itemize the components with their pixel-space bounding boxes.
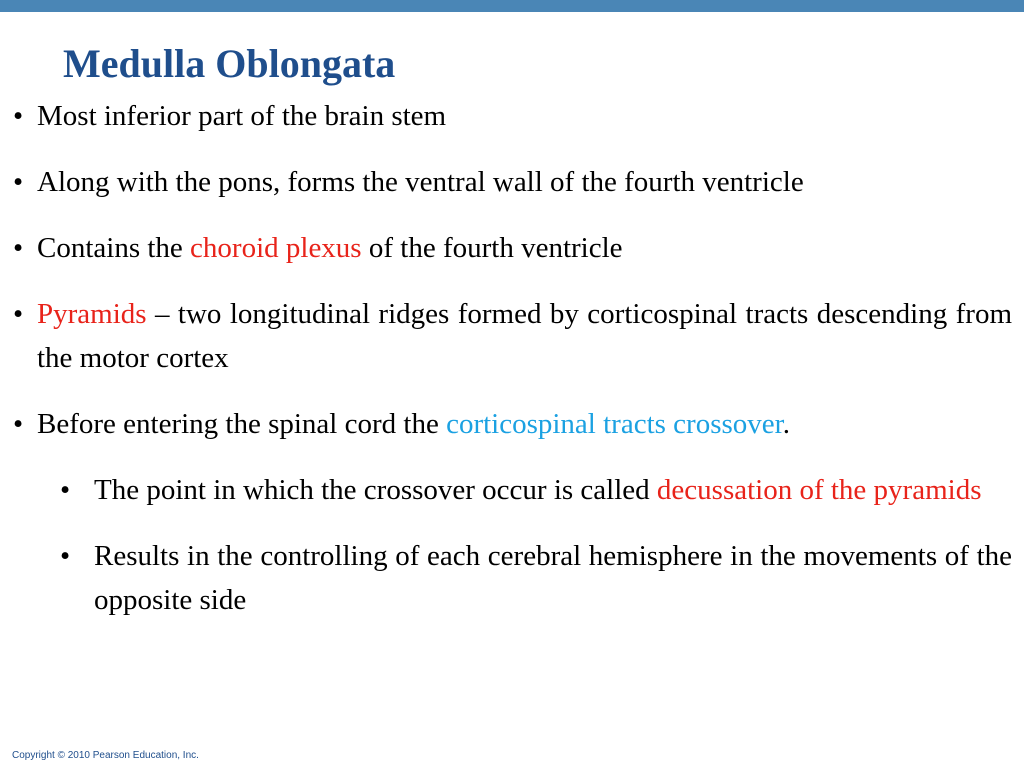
bullet-dot: • [13,166,24,198]
bullet-item [0,160,1024,204]
bullet-item [0,402,1024,446]
bullet-text: of the fourth ventricle [361,232,623,264]
bullet-text: The point in which the crossover occur is called [94,474,657,506]
bullet-text: – two longitudinal ridges formed by corticospinal tracts descending from the motor cortex [37,298,1012,374]
bullet-dot: • [60,540,71,572]
bullet-text: Along with the pons, forms the ventral wall of the fourth ventricle [37,166,804,198]
sub-bullet-item [0,534,1024,622]
highlight-choroid-plexus: choroid plexus [190,232,362,264]
bullet-item [0,292,1024,380]
bullet-dot: • [13,298,24,330]
copyright-footer: Copyright © 2010 Pearson Education, Inc. [12,750,199,761]
bullet-dot: • [13,100,24,132]
bullet-text: Most inferior part of the brain stem [37,100,447,132]
bullet-text: . [782,408,790,440]
bullet-list [0,94,1024,644]
bullet-dot: • [60,474,71,506]
bullet-text: Before entering the spinal cord the [37,408,447,440]
bullet-dot: • [13,408,24,440]
highlight-corticospinal-crossover: corticospinal tracts crossover [446,408,783,440]
bullet-text: Results in the controlling of each cerebral hemisphere in the movements of the opposite side [94,540,1012,616]
highlight-decussation: decussation of the pyramids [656,474,982,506]
sub-bullet-item [0,468,1024,512]
top-accent-bar [0,0,1024,12]
bullet-item [0,226,1024,270]
bullet-dot: • [13,232,24,264]
bullet-item [0,94,1024,138]
slide-title: Medulla Oblongata [63,41,396,86]
bullet-text: Contains the [37,232,191,264]
highlight-pyramids: Pyramids [37,298,147,330]
